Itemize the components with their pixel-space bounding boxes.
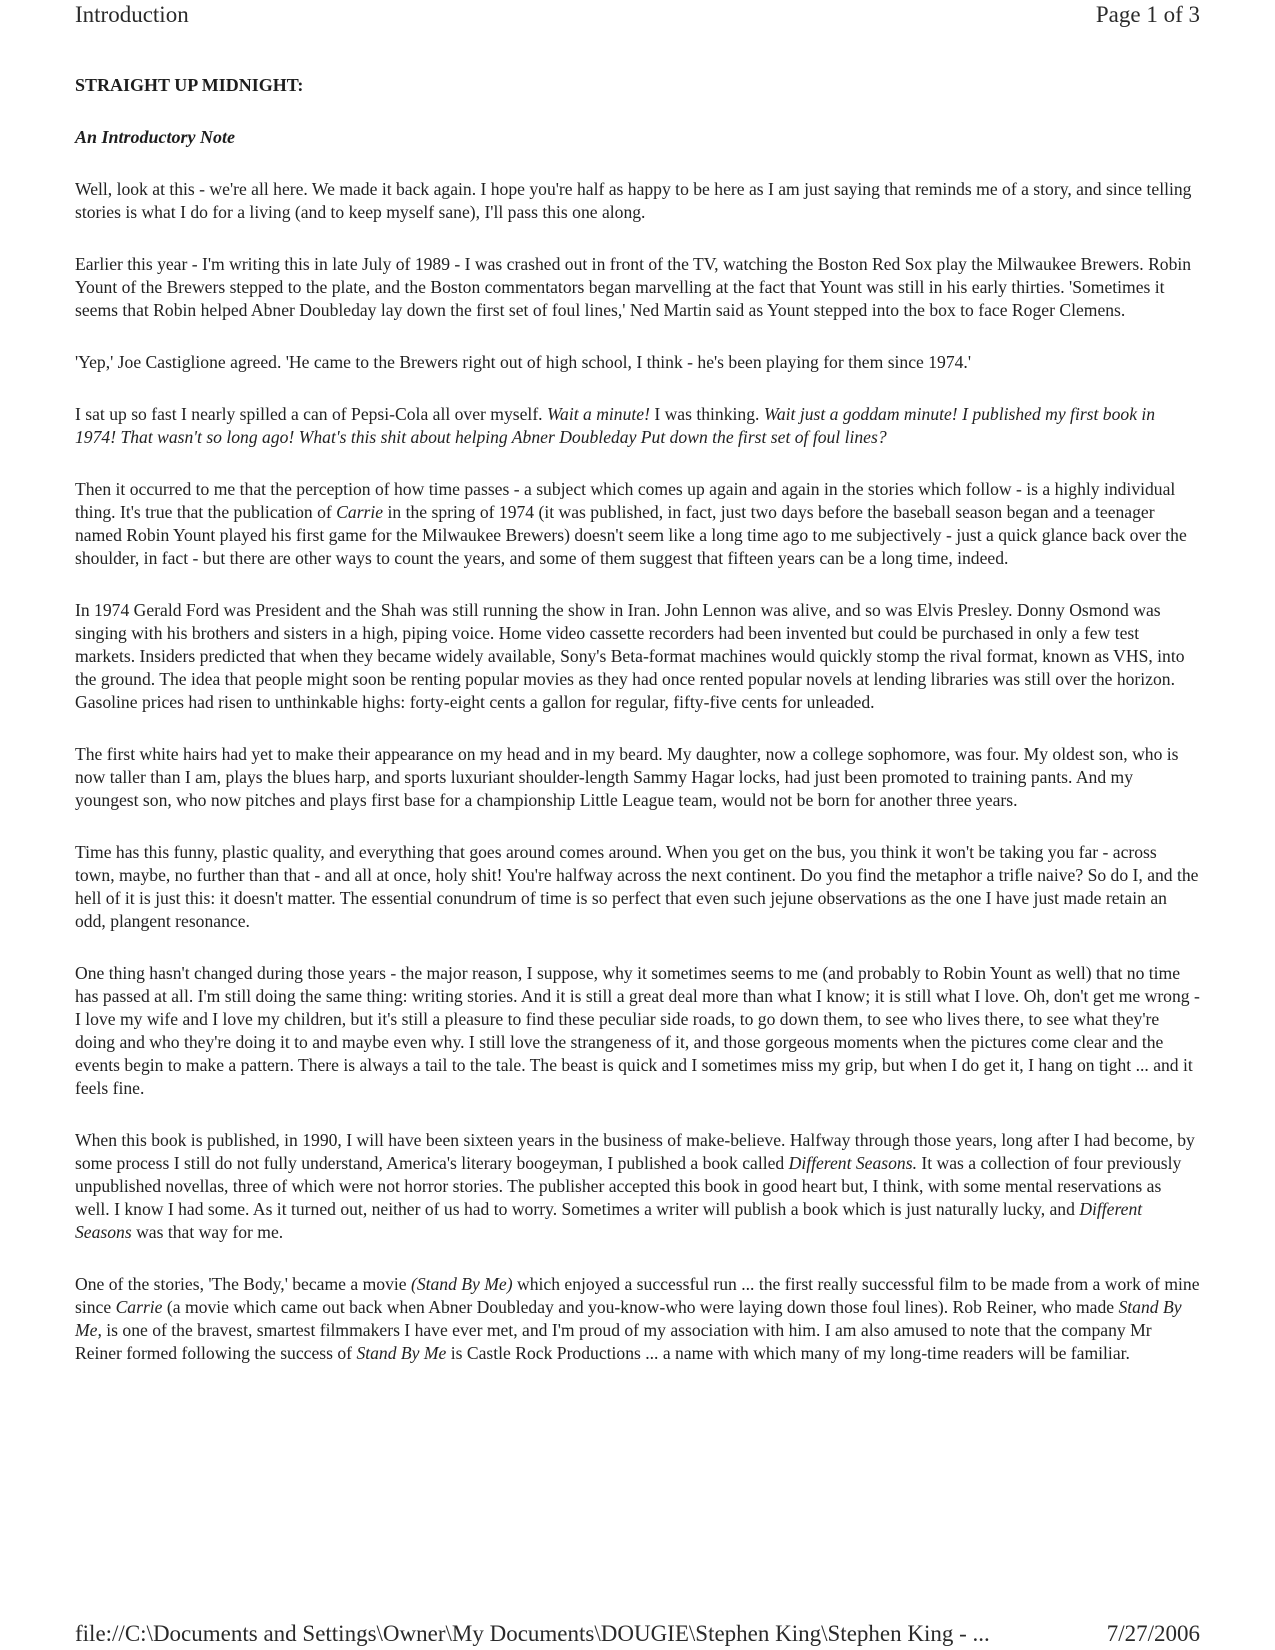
paragraph-8: Time has this funny, plastic quality, and everything that goes around comes around. When you get on the bus, you think it won't be taking you far - across town, maybe, no further than that - and all at once, holy shit! You're halfway across the next continent. Do you find the metaphor a trifle naive? So do I, and the hell of it is just this: it doesn't matter. The essential conundrum of time is so perfect that even such jejune observations as the one I have just made retain an odd, plangent resonance.	[75, 842, 1199, 931]
paragraph-6: In 1974 Gerald Ford was President and the Shah was still running the show in Iran. John Lennon was alive, and so was Elvis Presley. Donny Osmond was singing with his brothers and sisters in a high, piping voice. Home video cassette recorders had been invented but could be purchased in only a few test markets. Insiders predicted that when they became widely available, Sony's Beta-format machines would quickly stomp the rival format, known as VHS, into the ground. The idea that people might soon be renting popular movies as they had once rented popular novels at lending libraries was still over the horizon. Gasoline prices had risen to unthinkable highs: forty-eight cents a gallon for regular, fifty-five cents for unleaded.	[75, 600, 1185, 712]
print-date: 7/27/2006	[1106, 1621, 1200, 1646]
document-subtitle: An Introductory Note	[75, 127, 236, 147]
text-run: is Castle Rock Productions ... a name with which many of my long-time readers will be familiar.	[446, 1343, 1130, 1363]
text-run: in the spring of 1974 (it was published, in fact, just two days before the baseball season began and a teenager named Robin Yount played his first game for the Milwaukee Brewers) doesn't seem like a long time ago to me subjectively - just a quick glance back over the shoulder, in fact - but there are other ways to count the years, and some of them suggest that fifteen years can be a long time, indeed.	[75, 502, 1187, 568]
section-title: Introduction	[75, 2, 189, 27]
page-footer	[75, 1620, 1200, 1650]
text-run: (a movie which came out back when Abner Doubleday and you-know-who were laying down those foul lines). Rob Reiner, who made	[162, 1297, 1119, 1317]
italic-run: Stand By Me	[356, 1343, 447, 1363]
italic-run: Different Seasons	[75, 1199, 1143, 1242]
italic-run: Carrie	[115, 1297, 163, 1317]
page-header	[75, 0, 1200, 32]
paragraph-3: 'Yep,' Joe Castiglione agreed. 'He came to the Brewers right out of high school, I think - he's been playing for them since 1974.'	[75, 352, 971, 372]
document-body	[75, 74, 1200, 1394]
italic-run: Wait a minute!	[546, 404, 650, 424]
text-run: It was a collection of four previously unpublished novellas, three of which were not horror stories. The publisher accepted this book in good heart but, I think, with some mental reservations as well. I know I had some. As it turned out, neither of us had to worry. Sometimes a writer will publish a book which is just naturally lucky, and	[75, 1153, 1182, 1219]
text-run: is one of the bravest, smartest filmmakers I have ever met, and I'm proud of my association with him. I am also amused to note that the company Mr Reiner formed following the success of	[75, 1320, 1152, 1363]
paragraph-7: The first white hairs had yet to make their appearance on my head and in my beard. My daughter, now a college sophomore, was four. My oldest son, who is now taller than I am, plays the blues harp, and sports luxuriant shoulder-length Sammy Hagar locks, had just been promoted to training pants. And my youngest son, who now pitches and plays first base for a championship Little League team, would not be born for another three years.	[75, 744, 1179, 810]
text-run: One of the stories, 'The Body,' became a movie	[75, 1274, 411, 1294]
paragraph-2: Earlier this year - I'm writing this in late July of 1989 - I was crashed out in front of the TV, watching the Boston Red Sox play the Milwaukee Brewers. Robin Yount of the Brewers stepped to the plate, and the Boston commentators began marvelling at the fact that Yount was still in his early thirties. 'Sometimes it seems that Robin helped Abner Doubleday lay down the first set of foul lines,' Ned Martin said as Yount stepped into the box to face Roger Clemens.	[75, 254, 1192, 320]
italic-run: Wait just a goddam minute! I published my first book in 1974! That wasn't so long ago! What's this shit about helping Abner Doubleday Put down the first set of foul lines?	[75, 404, 1156, 447]
file-path: file://C:\Documents and Settings\Owner\My Documents\DOUGIE\Stephen King\Stephen King - ...	[75, 1621, 990, 1646]
text-run: Then it occurred to me that the perception of how time passes - a subject which comes up again and again in the stories which follow - is a highly individual thing. It's true that the publication of	[75, 479, 1176, 522]
text-run: was that way for me.	[131, 1222, 284, 1242]
text-run: I sat up so fast I nearly spilled a can of Pepsi-Cola all over myself.	[75, 404, 547, 424]
italic-run: Different Seasons.	[788, 1153, 917, 1173]
paragraph-4	[75, 403, 1200, 449]
italic-run: Carrie	[336, 502, 384, 522]
paragraph-11	[75, 1273, 1200, 1365]
document-title: STRAIGHT UP MIDNIGHT:	[75, 75, 304, 95]
page-indicator: Page 1 of 3	[1095, 2, 1200, 27]
italic-run: (Stand By Me)	[410, 1274, 513, 1294]
text-run: When this book is published, in 1990, I will have been sixteen years in the business of make-believe. Halfway through those years, long after I had become, by some process I still do not fully understand, America's literary boogeyman, I published a book called	[75, 1130, 1195, 1173]
text-run: which enjoyed a successful run ... the first really successful film to be made from a work of mine since	[75, 1274, 1200, 1317]
paragraph-5	[75, 478, 1200, 570]
paragraph-1: Well, look at this - we're all here. We made it back again. I hope you're half as happy to be here as I am just saying that reminds me of a story, and since telling stories is what I do for a living (and to keep myself sane), I'll pass this one along.	[75, 179, 1192, 222]
paragraph-9: One thing hasn't changed during those years - the major reason, I suppose, why it sometimes seems to me (and probably to Robin Yount as well) that no time has passed at all. I'm still doing the same thing: writing stories. And it is still a great deal more than what I know; it is still what I love. Oh, don't get me wrong - I love my wife and I love my children, but it's still a pleasure to find these peculiar side roads, to go down them, to see who lives there, to see what they're doing and who they're doing it to and maybe even why. I still love the strangeness of it, and those gorgeous moments when the pictures come clear and the events begin to make a pattern. There is always a tail to the tale. The beast is quick and I sometimes miss my grip, but when I do get it, I hang on tight ... and it feels fine.	[75, 963, 1200, 1098]
paragraph-10	[75, 1129, 1200, 1244]
italic-run: Stand By Me,	[75, 1297, 1182, 1340]
text-run: I was thinking.	[649, 404, 764, 424]
